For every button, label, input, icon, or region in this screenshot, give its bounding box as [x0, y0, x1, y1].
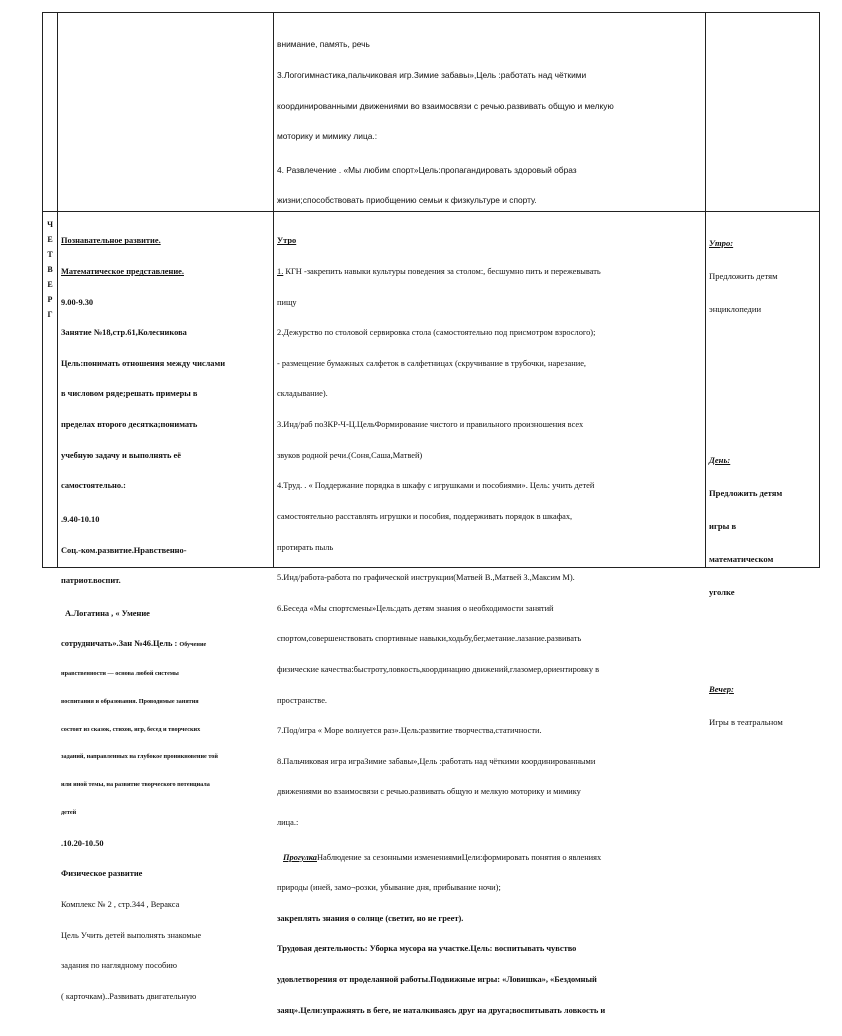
goal-line: Цель Учить детей выполнять знакомые — [61, 930, 202, 940]
text-line: удовлетворения от проделанной работы.Подвижные игры: «Ловишка», «Бездомный — [277, 975, 597, 985]
text-line: энциклопедии — [709, 304, 762, 314]
column-divider — [273, 13, 274, 567]
text-line: закреплять знания о солнце (светит, но не греет). — [277, 913, 464, 923]
text-line: природы (иней, замо¬розки, убывание дня, прибывание ночи); — [277, 883, 501, 893]
coop-prefix: сотрудничать».Зан №46.Цель : — [61, 639, 178, 649]
goal-line: самостоятельно.: — [61, 481, 126, 491]
small-text-line: детей — [61, 809, 77, 816]
activity-header: Физическое развитие — [61, 869, 143, 879]
section-heading: Утро — [277, 236, 297, 246]
time-slot: .10.20-10.50 — [61, 838, 104, 848]
small-text-line: воспитания и образования. Проводимые занятия — [61, 697, 199, 705]
goal-line: пределах второго десятка;понимать — [61, 420, 198, 430]
text-line: движениями во взаимосвязи с речью.развивать общую и мелкую моторику и мимику — [277, 787, 581, 797]
text-line: складывание). — [277, 389, 328, 399]
text-line: Предложить детям — [709, 488, 783, 498]
day-letter: Е — [47, 280, 53, 289]
text-line: физические качества:быстроту,ловкость,координацию движений,глазомер,ориентировку в — [277, 664, 600, 674]
text-line: 7.Под/игра « Море волнуется раз».Цель:развитие творчества,статичности. — [277, 726, 542, 736]
text-line: 3.Логогимнастика,пальчиковая игр.Зимие забавы»,Цель :работать над чёткими — [277, 70, 587, 81]
author-line: А.Логатина , « Умение — [65, 608, 150, 618]
text-line — [277, 267, 701, 277]
coop-line — [61, 639, 269, 649]
small-text-line: нравственности — основа любой системы — [61, 669, 179, 677]
day-label: День: — [709, 455, 731, 465]
day-of-week — [43, 217, 57, 322]
lesson-ref: Занятие №18,стр.61,Колесникова — [61, 328, 187, 338]
day-letter: Р — [47, 295, 53, 304]
complex-ref: Комплекс № 2 , стр.344 , Веракса — [61, 900, 180, 910]
text-line: внимание, память, речь — [277, 39, 370, 50]
activity-header: Математическое представление. — [61, 267, 184, 277]
text-line: моторику и мимику лица.: — [277, 131, 378, 142]
morning-label: Утро: — [709, 238, 734, 248]
text-line: пищу — [277, 297, 297, 307]
text-line: жизни;способствовать приобщению семьи к физкультуре и спорту. — [277, 195, 537, 206]
text-line: Предложить детям — [709, 271, 778, 281]
text-line: 4. Развлечение . «Мы любим спорт»Цель:пропагандировать здоровый образ — [277, 164, 577, 175]
text-line: уголке — [709, 587, 735, 597]
text-line: самостоятельно расставлять игрушки и пособия, поддерживать порядок в шкафах, — [277, 511, 573, 521]
text-line: - размещение бумажных салфеток в салфетницах (скручивание в трубочки, нарезание, — [277, 358, 587, 368]
walk-text: Наблюдение за сезонными изменениямиЦели:формировать понятия о явлениях — [317, 852, 602, 862]
text-line: протирать пыль — [277, 542, 334, 552]
day-letter: В — [47, 265, 53, 274]
goal-line: Цель:понимать отношения между числами — [61, 358, 226, 368]
text-line: лица.: — [277, 817, 299, 827]
text-line: Трудовая деятельность: Уборка мусора на участке.Цель: воспитывать чувство — [277, 944, 577, 954]
text-line: спортом,совершенствовать спортивные навыки,ходьбу,бег,метание.лазание.развивать — [277, 634, 582, 644]
activities-cell — [61, 216, 269, 1022]
time-slot: .9.40-10.10 — [61, 514, 100, 524]
time-slot: 9.00-9.30 — [61, 297, 94, 307]
routine-cell — [277, 216, 701, 1036]
top-row-text — [277, 19, 701, 226]
text-line: 4.Труд. . « Поддержание порядка в шкафу с игрушками и пособиями». Цель: учить детей — [277, 481, 595, 491]
text-line: 2.Дежурство по столовой сервировка стола (самостоятельно под присмотром взрослого); — [277, 328, 596, 338]
schedule-table — [42, 12, 820, 1015]
activity-header: Познавательное развитие. — [61, 236, 161, 246]
text-line: звуков родной речи.(Соня,Саша,Матвей) — [277, 450, 423, 460]
environment-cell — [709, 216, 817, 750]
item-number: 1. — [277, 267, 284, 277]
text-line: 6.Беседа «Мы спортсмены»Цель:дать детям знания о необходимости занятий — [277, 603, 554, 613]
walk-line — [277, 853, 701, 863]
walk-label: Прогулка — [283, 852, 317, 862]
evening-label: Вечер: — [709, 684, 734, 694]
text-line: 8.Пальчиковая игра играЗимие забавы»,Цель :работать над чёткими координированными — [277, 756, 596, 766]
text-line: 3.Инд/раб поЗКР-Ч-Ц.ЦельФормирование чистого и правильного произношения всех — [277, 420, 584, 430]
goal-line: задания по наглядному пособию — [61, 961, 178, 971]
column-divider — [57, 13, 58, 567]
text-line: 5.Инд/работа-работа по графической инструкции(Матвей В.,Матвей З.,Максим М). — [277, 573, 575, 583]
activity-header: патриот.воспит. — [61, 576, 121, 586]
goal-line: ( карточкам)..Развивать двигательную — [61, 991, 197, 1001]
text-line: заяц».Цели:упражнять в беге, не наталкиваясь друг на друга;воспитывать ловкость и — [277, 1005, 606, 1015]
column-divider — [705, 13, 706, 567]
text-line: координированными движениями во взаимосвязи с речью.развивать общую и мелкую — [277, 100, 614, 111]
text-line: математическом — [709, 554, 774, 564]
text-line: игры в — [709, 521, 737, 531]
activity-header: Соц.-ком.развитие.Нравственно- — [61, 545, 187, 555]
text-line: пространстве. — [277, 695, 328, 705]
day-letter: Ч — [47, 220, 53, 229]
day-letter: Е — [47, 235, 53, 244]
item-text: КГН -закрепить навыки культуры поведения за столом:, бесшумно пить и пережевывать — [283, 267, 601, 277]
goal-line: в числовом ряде;решать примеры в — [61, 389, 198, 399]
small-text-line: состоят из сказок, стихов, игр, бесед и творческих — [61, 725, 201, 733]
small-text-line: заданий, направленных на глубокое проникновение той — [61, 753, 218, 761]
coop-small: Обучение — [179, 641, 207, 649]
text-line: Игры в театральном — [709, 717, 783, 727]
goal-line: учебную задачу и выполнять её — [61, 450, 181, 460]
day-letter: Т — [47, 250, 53, 259]
small-text-line: или иной темы, на развитие творческого потенциала — [61, 781, 210, 789]
day-letter: Г — [47, 310, 53, 319]
